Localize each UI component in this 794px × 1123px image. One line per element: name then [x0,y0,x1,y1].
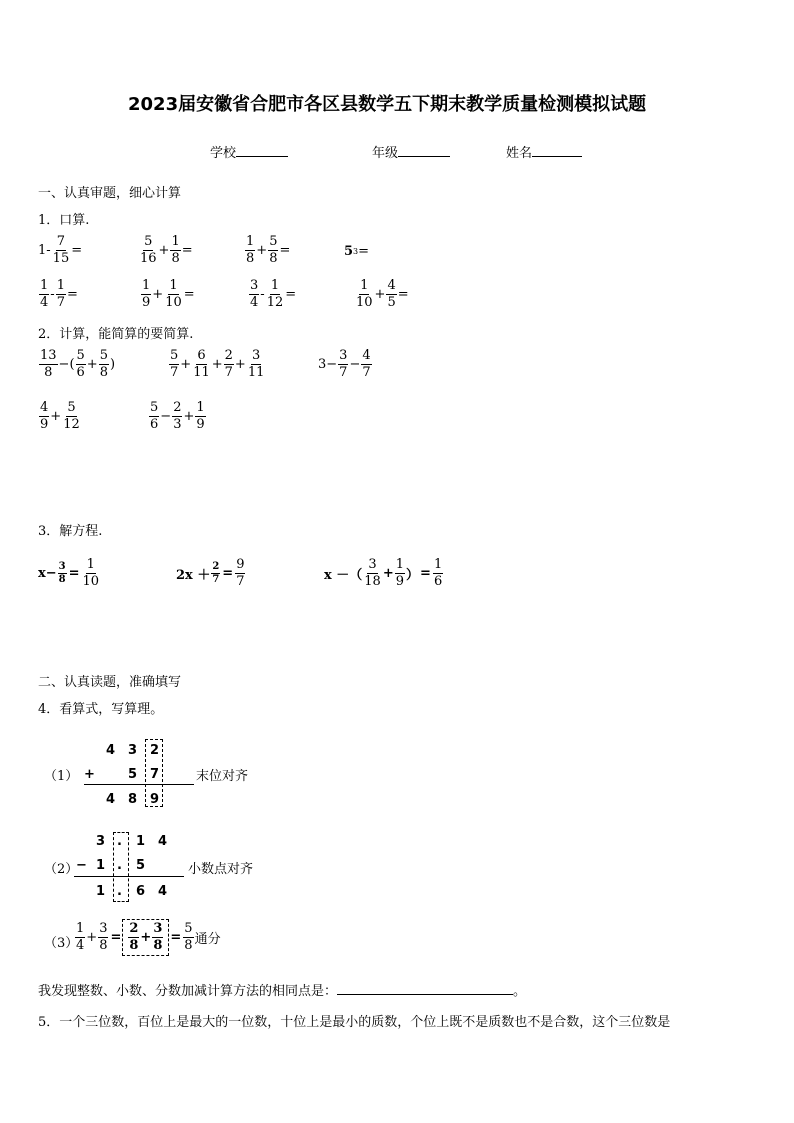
grade-label: 年级 [372,146,399,161]
page-title: 2023届安徽省合肥市各区县数学五下期末教学质量检测模拟试题 [128,94,647,115]
q4-2-digit: 1 [96,884,106,899]
q4-2-difference-line [74,876,184,877]
q4-2-note: 小数点对齐 [188,862,254,877]
q1-item-c: $\frac{1}{8}$ + $\frac{5}{8}$ = [246,234,291,266]
q4-2-digit: 4 [158,884,168,899]
q2-item-b: $\frac{5}{7}$ + $\frac{6}{11}$ + $\frac{2}{7}$ + $\frac{3}{11}$ [170,348,265,380]
q4-summary: 我发现整数、小数、分数加减计算方法的相同点是： 。 [38,980,526,999]
q4-1-sum-line [84,784,194,785]
q1-item-f: $\frac{1}{9}$ + $\frac{1}{10}$ = [142,278,195,310]
q1-item-b: $\frac{5}{16}$ + $\frac{1}{8}$ = [140,234,193,266]
q4-3-common-denominator-box: $\frac{2}{8}$ + $\frac{3}{8}$ [122,919,169,956]
q4-1-digit: 3 [128,743,138,758]
q4-1-alignment-box [145,739,163,807]
grade-field[interactable] [372,142,450,161]
q4-2-alignment-box [113,832,129,902]
q4-2-digit: 5 [136,858,146,873]
section-1-heading: 一、认真审题，细心计算 [38,186,182,201]
q1-item-d: 5 3 = [344,244,370,259]
question-5: 5．一个三位数，百位上是最大的一位数，十位上是最小的质数，个位上既不是质数也不是合数，这个三位数是 [38,1015,671,1030]
q4-1-note: 末位对齐 [196,769,249,784]
q4-2-point: . [117,858,122,873]
q4-2-point: . [117,884,122,899]
q4-2-digit: 3 [96,834,106,849]
q4-2-digit: 4 [158,834,168,849]
q1-item-h: $\frac{1}{10}$ + $\frac{4}{5}$ = [356,278,409,310]
q4-1-digit: 9 [150,792,160,807]
q4-2-digit: 1 [136,834,146,849]
q4-1-digit: 2 [150,743,160,758]
q2-item-c: 3− $\frac{3}{7}$ − $\frac{4}{7}$ [318,348,371,380]
q4-summary-answer-blank[interactable] [337,980,513,995]
section-2-heading: 二、认真读题，准确填写 [38,675,182,690]
question-3: 3．解方程. [38,524,103,539]
q4-3-expression: $\frac{1}{4}$ + $\frac{3}{8}$ = $\frac{2}{8}$ + $\frac{3}{8}$ = $\frac{5}{8}$ 通分 [74,919,221,956]
name-label: 姓名 [506,146,533,161]
q4-3-label: （3） [44,936,79,951]
q4-2-digit: 6 [136,884,146,899]
q4-1-digit: 4 [106,743,116,758]
question-2: 2．计算，能简算的要简算. [38,327,194,342]
q4-1-digit: 8 [128,792,138,807]
q2-item-a: $\frac{13}{8}$ −( $\frac{5}{6}$ + $\frac{5}{8}$ ) [40,348,116,380]
q4-1-digit: 4 [106,792,116,807]
q4-2-label: （2） [44,862,79,877]
q1-item-e: $\frac{1}{4}$ - $\frac{1}{7}$ = [40,278,78,310]
q4-1-plus-sign: + [84,767,95,782]
q4-2-digit: 1 [96,858,106,873]
q1-item-a: 1- $\frac{7}{15}$ = [38,234,83,266]
q3-equation-b: 2x ＋ $\frac{2}{7}$ = $\frac{9}{7}$ [176,557,245,589]
q1-item-g: $\frac{3}{4}$ - $\frac{1}{12}$ = [250,278,297,310]
name-field[interactable] [506,142,582,161]
question-4: 4．看算式，写算理。 [38,702,164,717]
q3-equation-a: x− $\frac{3}{8}$ = $\frac{1}{10}$ [38,557,100,589]
q2-item-e: $\frac{5}{6}$ − $\frac{2}{3}$ + $\frac{1}{9}$ [150,400,205,432]
q2-item-d: $\frac{4}{9}$ + $\frac{5}{12}$ [40,400,80,432]
q4-2-point: . [117,834,122,849]
question-1: 1．口算. [38,213,90,228]
q4-1-digit: 7 [150,767,160,782]
school-field[interactable] [210,142,288,161]
q4-2-minus-sign: − [76,858,87,873]
q3-equation-c: x －（ $\frac{3}{18}$ + $\frac{1}{9}$ ） = $\frac{1}{6}$ [324,557,443,589]
school-label: 学校 [210,146,237,161]
q4-1-digit: 5 [128,767,138,782]
q4-1-label: （1） [44,769,79,784]
